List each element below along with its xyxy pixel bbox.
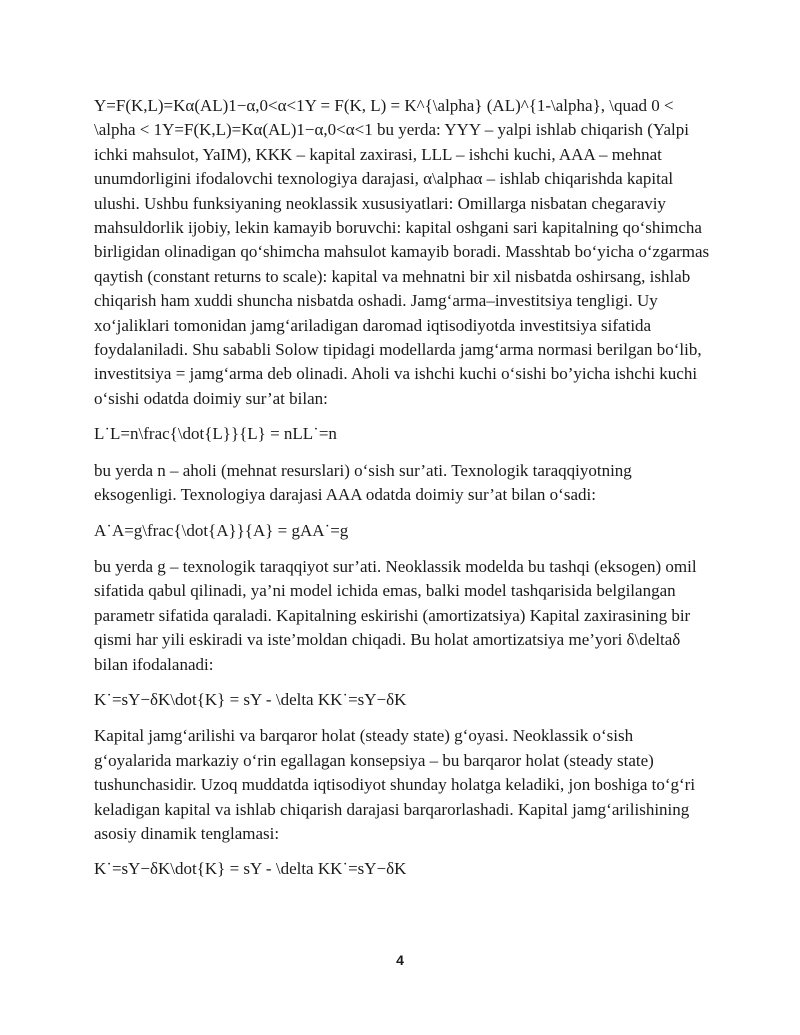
paragraph-labor-growth: bu yerda n – aholi (mehnat resurslari) o‘sish sur’ati. Texnologik taraqqiyotning eksogenligi. Texnologiya darajasi AAA odatda doimiy sur’at bilan o‘sadi: (94, 460, 632, 505)
paragraph-production-function: Y=F(K,L)=Kα(AL)1−α,0<α<1Y = F(K, L) = K^{\alpha} (AL)^{1-\alpha}, \quad 0 < \alpha < 1Y=F(K,L)=Kα(AL)1−α,0<α<1 bu yerda: YYY – yalpi ishlab chiqarish (Yalpi ichki mahsulot, YaIM), KKK – kapital zaxirasi, LLL – ishchi kuchi, AAA – mehnat unumdorligini ifodalovchi texnologiya darajasi, α\alphaα – ishlab chiqarishda kapital ulushi. Ushbu funksiyaning neoklassik xususiyatlari: Omillarga nisbatan chegaraviy mahsuldorlik ijobiy, lekin kamayib boruvchi: kapital oshgani sari kapitalning qo‘shimcha birligidan olinadigan qo‘shimcha mahsulot kamayib boradi. Masshtab bo‘yicha o‘zgarmas qaytish (constant returns to scale): kapital va mehnatni bir xil nisbatda oshirsang, ishlab chiqarish ham xuddi shuncha nisbatda oshadi. Jamg‘arma–investitsiya tengligi. Uy xo‘jaliklari tomonidan jamg‘ariladigan daromad iqtisodiyotda investitsiya sifatida foydalaniladi. Shu sababli Solow tipidagi modellarda jamg‘arma normasi berilgan bo‘lib, investitsiya = jamg‘arma deb olinadi. Aholi va ishchi kuchi o‘sishi bo’yicha ishchi kuchi o‘sishi odatda doimiy sur’at bilan: (94, 96, 710, 408)
paragraph-steady-state: Kapital jamg‘arilishi va barqaror holat (steady state) g‘oyasi. Neoklassik o‘sish g‘oyalarida markaziy o‘rin egallagan konsepsiya – bu barqaror holat (steady state) tushunchasidir. Uzoq muddatda iqtisodiyot shunday holatga keladiki, jon boshiga to‘g‘ri keladigan kapital va ishlab chiqarish darajasi barqarorlashadi. Kapital jamg‘arilishining asosiy dinamik tenglamasi: (94, 726, 696, 843)
page-body (94, 94, 714, 894)
formula-capital-dynamics: K˙=sY−δK\dot{K} = sY - \delta KK˙=sY−δK (94, 859, 407, 879)
page-number: 4 (396, 952, 404, 968)
formula-capital-accumulation: K˙=sY−δK\dot{K} = sY - \delta KK˙=sY−δK (94, 689, 407, 709)
formula-technology-growth: A˙A=g\frac{\dot{A}}{A} = gAA˙=g (94, 520, 349, 540)
paragraph-depreciation: bu yerda g – texnologik taraqqiyot sur’ati. Neoklassik modelda bu tashqi (eksogen) omil sifatida qabul qilinadi, ya’ni model ichida emas, balki model tashqarisida belgilangan parametr sifatida qaraladi. Kapitalning eskirishi (amortizatsiya) Kapital zaxirasining bir qismi har yili eskiradi va iste’moldan chiqadi. Bu holat amortizatsiya me’yori δ\deltaδ bilan ifodalanadi: (94, 556, 697, 674)
formula-labor-growth: L˙L=n\frac{\dot{L}}{L} = nLL˙=n (94, 424, 337, 444)
